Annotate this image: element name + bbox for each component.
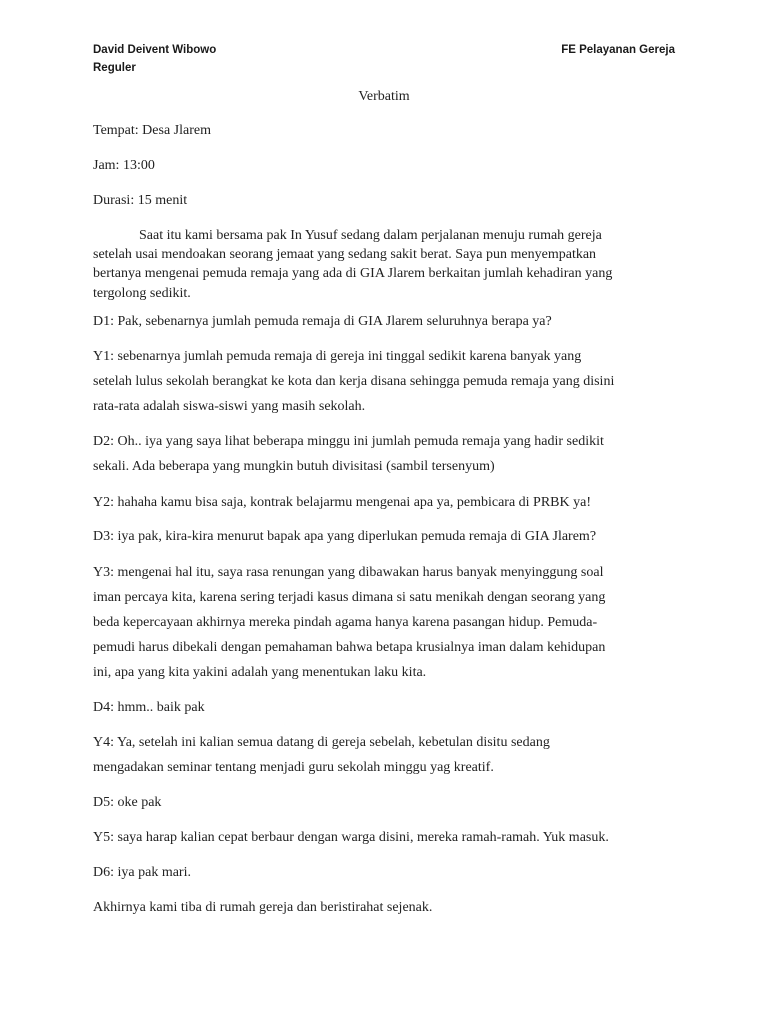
author-name: David Deivent Wibowo	[93, 44, 217, 56]
class-label: Reguler	[93, 62, 136, 74]
meta-duration: Durasi: 15 menit	[93, 193, 188, 208]
dialogue-line-d4: D4: hmm.. baik pak	[93, 700, 205, 715]
intro-line: tergolong sedikit.	[93, 286, 191, 301]
dialogue-line-y3: pemudi harus dibekali dengan pemahaman bahwa betapa krusialnya iman dalam kehidupan	[93, 640, 606, 655]
document-title: Verbatim	[358, 89, 410, 104]
intro-line: bertanya mengenai pemuda remaja yang ada di GIA Jlarem berkaitan jumlah kehadiran yang	[93, 266, 613, 281]
meta-place: Tempat: Desa Jlarem	[93, 123, 211, 138]
dialogue-line-y3: Y3: mengenai hal itu, saya rasa renungan yang dibawakan harus banyak menyinggung soal	[93, 565, 604, 580]
dialogue-line-d2: sekali. Ada beberapa yang mungkin butuh divisitasi (sambil tersenyum)	[93, 459, 495, 474]
course-name: FE Pelayanan Gereja	[561, 44, 675, 56]
dialogue-line-y1: rata-rata adalah siswa-siswi yang masih sekolah.	[93, 399, 366, 414]
dialogue-line-d2: D2: Oh.. iya yang saya lihat beberapa minggu ini jumlah pemuda remaja yang hadir sedikit	[93, 434, 604, 449]
dialogue-line-y1: setelah lulus sekolah berangkat ke kota dan kerja disana sehingga pemuda remaja yang disini	[93, 374, 615, 389]
dialogue-line-d3: D3: iya pak, kira-kira menurut bapak apa yang diperlukan pemuda remaja di GIA Jlarem?	[93, 529, 597, 544]
meta-time: Jam: 13:00	[93, 158, 155, 173]
dialogue-line-d5: D5: oke pak	[93, 795, 162, 810]
dialogue-line-y3: ini, apa yang kita yakini adalah yang menentukan laku kita.	[93, 665, 427, 680]
intro-line: Saat itu kami bersama pak In Yusuf sedang dalam perjalanan menuju rumah gereja	[139, 228, 602, 243]
dialogue-line-y2: Y2: hahaha kamu bisa saja, kontrak belajarmu mengenai apa ya, pembicara di PRBK ya!	[93, 495, 591, 510]
dialogue-line-y1: Y1: sebenarnya jumlah pemuda remaja di gereja ini tinggal sedikit karena banyak yang	[93, 349, 582, 364]
intro-line: setelah usai mendoakan seorang jemaat yang sedang sakit berat. Saya pun menyempatkan	[93, 247, 597, 262]
dialogue-line-y4: mengadakan seminar tentang menjadi guru sekolah minggu yag kreatif.	[93, 760, 494, 775]
dialogue-line-d1: D1: Pak, sebenarnya jumlah pemuda remaja di GIA Jlarem seluruhnya berapa ya?	[93, 314, 552, 329]
dialogue-line-y4: Y4: Ya, setelah ini kalian semua datang di gereja sebelah, kebetulan disitu sedang	[93, 735, 550, 750]
dialogue-line-d6: D6: iya pak mari.	[93, 865, 191, 880]
closing-line: Akhirnya kami tiba di rumah gereja dan beristirahat sejenak.	[93, 900, 433, 915]
dialogue-line-y3: iman percaya kita, karena sering terjadi kasus dimana si satu menikah dengan seorang yang	[93, 590, 606, 605]
dialogue-line-y5: Y5: saya harap kalian cepat berbaur dengan warga disini, mereka ramah-ramah. Yuk masuk.	[93, 830, 609, 845]
dialogue-line-y3: beda kepercayaan akhirnya mereka pindah agama hanya karena pasangan hidup. Pemuda-	[93, 615, 598, 630]
